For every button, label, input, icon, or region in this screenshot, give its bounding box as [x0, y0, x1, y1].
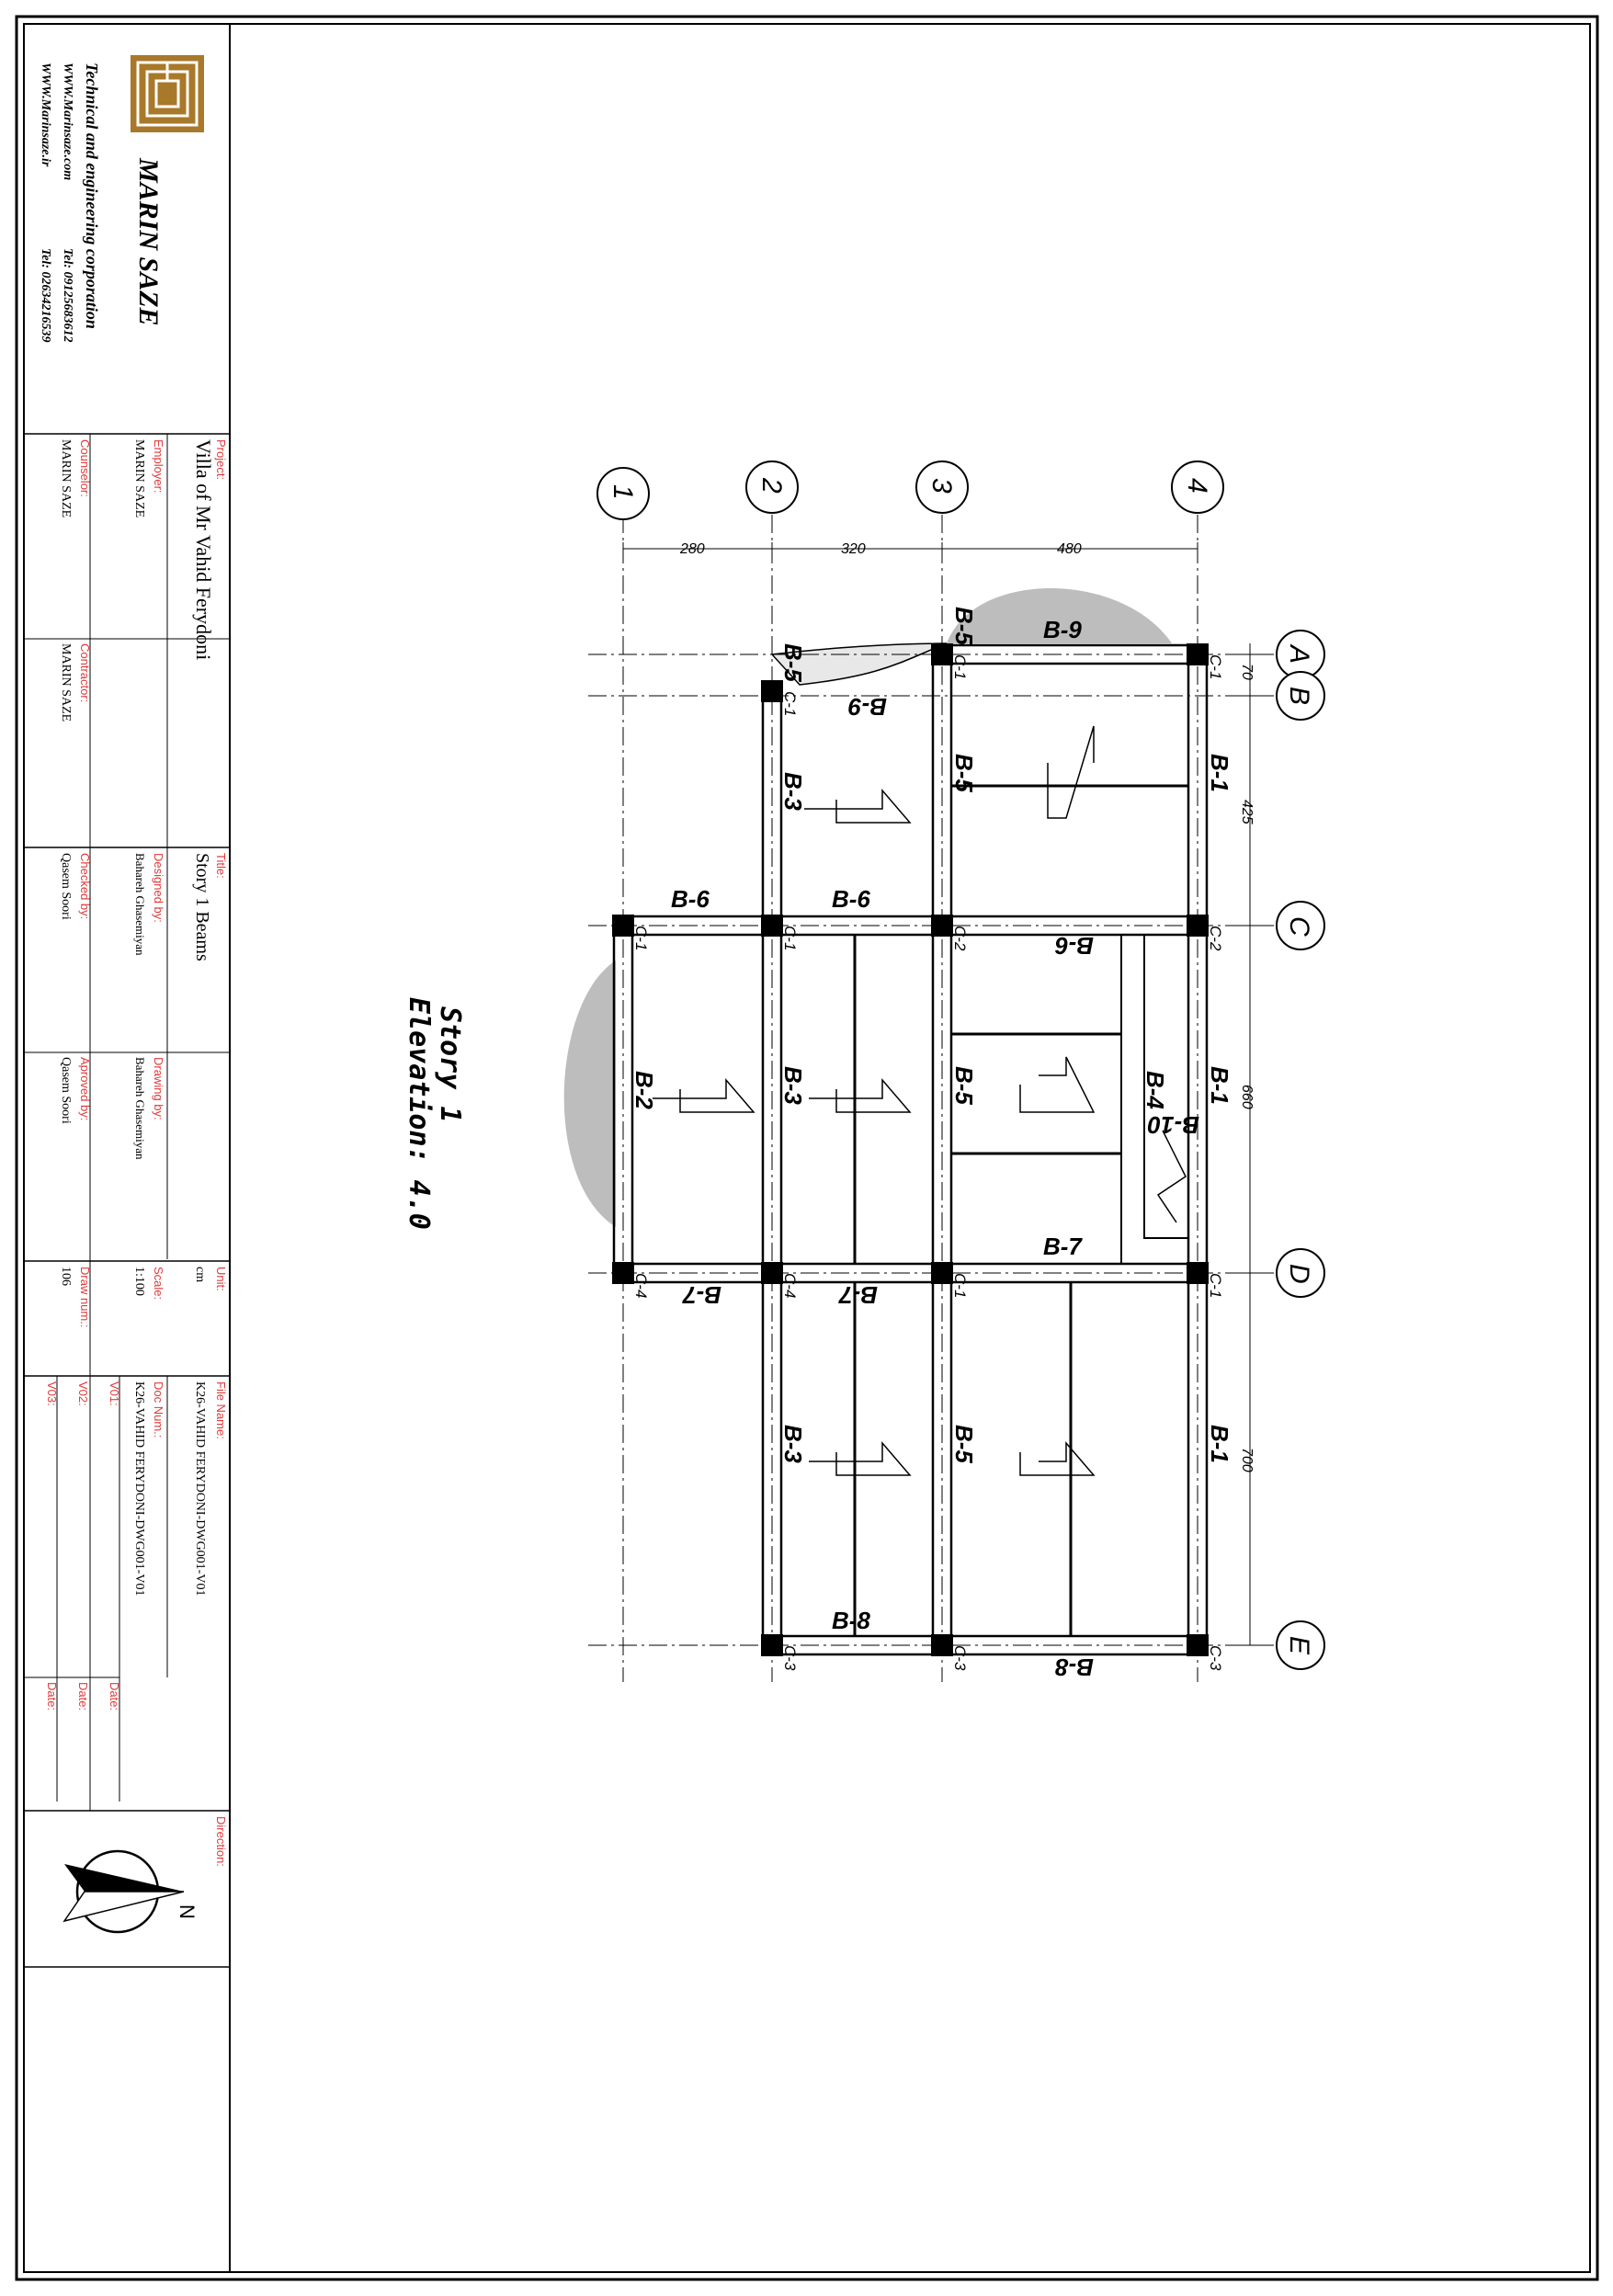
span-direction-markers: [653, 726, 1186, 1475]
dim-d-e: 700: [1239, 1448, 1255, 1472]
axis-bubble-1: [597, 468, 649, 519]
story-title: Story 1: [434, 1006, 466, 1123]
beam-label-b4: B-4: [1142, 1071, 1169, 1109]
beam-label-b9: B-9: [1043, 616, 1082, 643]
title-label: Title:: [214, 853, 228, 879]
scale-value: 1:100: [132, 1267, 146, 1296]
company-web2: WWW.Marinsaze.ir: [39, 63, 52, 167]
svg-text:D: D: [1284, 1264, 1314, 1284]
column-label: C-1: [781, 926, 799, 951]
counselor-value: MARIN SAZE: [59, 439, 73, 518]
filename-label: File Name:: [214, 1381, 228, 1439]
beam-label-b7: B-7: [1043, 1233, 1082, 1260]
svg-text:4: 4: [1182, 478, 1212, 494]
counselor-label: Counselor:: [78, 439, 92, 497]
dim-c-d: 660: [1239, 1085, 1255, 1109]
project-label: Project:: [214, 439, 228, 481]
axis-bubble-b: [1277, 672, 1324, 720]
company-tagline: Technical and engineering corporation: [83, 63, 101, 329]
beam-label-b5: B-5: [950, 1425, 978, 1463]
company-tel1: Tel: 09125683612: [61, 248, 74, 343]
svg-text:A: A: [1284, 645, 1314, 665]
column-label: C-3: [951, 1645, 969, 1671]
drawing-value: Bahareh Ghasemiyan: [133, 1057, 147, 1160]
column-label: C-3: [1207, 1645, 1224, 1671]
axis-bubble-2: [746, 461, 798, 513]
svg-text:2: 2: [756, 478, 787, 494]
beam-label-b7: B-7: [839, 1281, 878, 1309]
unit-value: cm: [193, 1267, 207, 1283]
column-label: C-3: [781, 1645, 799, 1671]
beam-label-b6: B-6: [832, 885, 870, 913]
scale-label: Scale:: [152, 1267, 165, 1301]
employer-value: MARIN SAZE: [132, 439, 146, 518]
date-label-3: Date:: [45, 1682, 59, 1711]
column-label: C-1: [781, 691, 799, 717]
story-elevation: Elevation: 4.0: [403, 997, 435, 1230]
dim-2-3: 320: [841, 541, 866, 557]
date-label-1: Date:: [108, 1682, 121, 1711]
direction-label: Direction:: [214, 1816, 228, 1867]
axis-bubble-3: [916, 461, 968, 513]
dim-a-b: 70: [1239, 664, 1255, 680]
v01-label: V01:: [108, 1381, 121, 1406]
north-arrow-icon: [64, 1851, 199, 1932]
beam-label-b5: B-5: [779, 643, 807, 682]
column-label: C-2: [1207, 926, 1224, 951]
docnum-label: Doc Num.:: [152, 1381, 165, 1438]
column-label: C-1: [1207, 654, 1224, 680]
dim-b-c: 425: [1239, 800, 1255, 824]
column-label: C-2: [951, 926, 969, 951]
title-value: Story 1 Beams: [192, 853, 212, 961]
beam-label-b2: B-2: [630, 1071, 658, 1109]
beams: [614, 645, 1207, 1654]
dim-1-2: 280: [680, 541, 705, 557]
company-tel2: Tel: 02634216539: [39, 248, 52, 343]
approved-value: Qasem Soori: [59, 1057, 73, 1124]
axis-bubble-e: [1277, 1621, 1324, 1669]
beam-label-b1: B-1: [1206, 754, 1233, 792]
inner-border: [24, 24, 1590, 2272]
v03-label: V03:: [45, 1381, 59, 1406]
unit-label: Unit:: [214, 1267, 228, 1291]
designed-value: Bahareh Ghasemiyan: [133, 853, 147, 956]
story-caption: [403, 997, 466, 1230]
project-value: Villa of Mr Vahid Ferydoni: [192, 439, 215, 661]
drawing-label: Drawing by:: [152, 1057, 165, 1120]
svg-text:C: C: [1284, 916, 1314, 937]
designed-label: Designed by:: [152, 853, 165, 923]
axis-bubble-d: [1277, 1249, 1324, 1297]
beam-label-b6: B-6: [1055, 932, 1094, 960]
axis-bubble-4: [1172, 461, 1223, 513]
column-label: C-1: [951, 654, 969, 680]
company-name: MARIN SAZE: [133, 158, 164, 326]
dim-3-4: 480: [1057, 541, 1082, 557]
approved-label: Aproved by:: [78, 1057, 92, 1121]
date-label-2: Date:: [76, 1682, 90, 1711]
beam-label-b9: B-9: [848, 693, 887, 721]
company-logo: [131, 55, 204, 132]
contractor-value: MARIN SAZE: [59, 643, 73, 722]
column-label: C-4: [632, 1273, 650, 1299]
checked-label: Checked by:: [78, 853, 92, 920]
beam-label-b3: B-3: [779, 1425, 807, 1463]
column-label: C-4: [781, 1273, 799, 1299]
beam-label-b5: B-5: [950, 754, 978, 792]
beam-label-b7: B-7: [683, 1281, 721, 1309]
beam-label-b1: B-1: [1206, 1425, 1233, 1463]
column-label: C-1: [1207, 1273, 1224, 1299]
outer-border: [17, 17, 1597, 2279]
beam-label-b3: B-3: [779, 1066, 807, 1105]
v02-label: V02:: [76, 1381, 90, 1406]
columns: [612, 643, 1209, 1656]
column-label: C-1: [951, 1273, 969, 1299]
checked-value: Qasem Soori: [59, 853, 73, 920]
svg-text:E: E: [1284, 1636, 1314, 1655]
drawnum-label: Draw num.:: [78, 1267, 92, 1328]
beam-label-b5: B-5: [950, 1066, 978, 1105]
filename-value: K26-VAHID FERYDONI-DWG001-V01: [193, 1381, 207, 1597]
beam-label-b8: B-8: [1055, 1654, 1094, 1681]
contractor-label: Contractor:: [78, 643, 92, 703]
beam-label-b1: B-1: [1206, 1066, 1233, 1105]
svg-text:B: B: [1284, 687, 1314, 706]
svg-text:3: 3: [926, 478, 957, 494]
axis-bubble-c: [1277, 902, 1324, 949]
title-block: [45, 439, 228, 1867]
company-web1: WWW.Marinsaze.com: [61, 63, 74, 181]
beam-label-b5: B-5: [950, 607, 978, 645]
beam-label-b6: B-6: [671, 885, 710, 913]
docnum-value: K26-VAHID FERYDONI-DWG001-V01: [132, 1381, 146, 1597]
beam-label-b10: B-10: [1147, 1111, 1199, 1139]
beam-label-b3: B-3: [779, 772, 807, 811]
structural-plan: [403, 461, 1324, 1682]
north-letter: N: [176, 1904, 199, 1919]
drawnum-value: 106: [59, 1267, 73, 1286]
column-labels: [632, 654, 1224, 1671]
svg-text:1: 1: [608, 484, 638, 500]
column-label: C-1: [632, 926, 650, 951]
employer-label: Employer:: [152, 439, 165, 494]
hatched-area-left: [564, 960, 616, 1227]
beam-label-b8: B-8: [832, 1607, 870, 1634]
